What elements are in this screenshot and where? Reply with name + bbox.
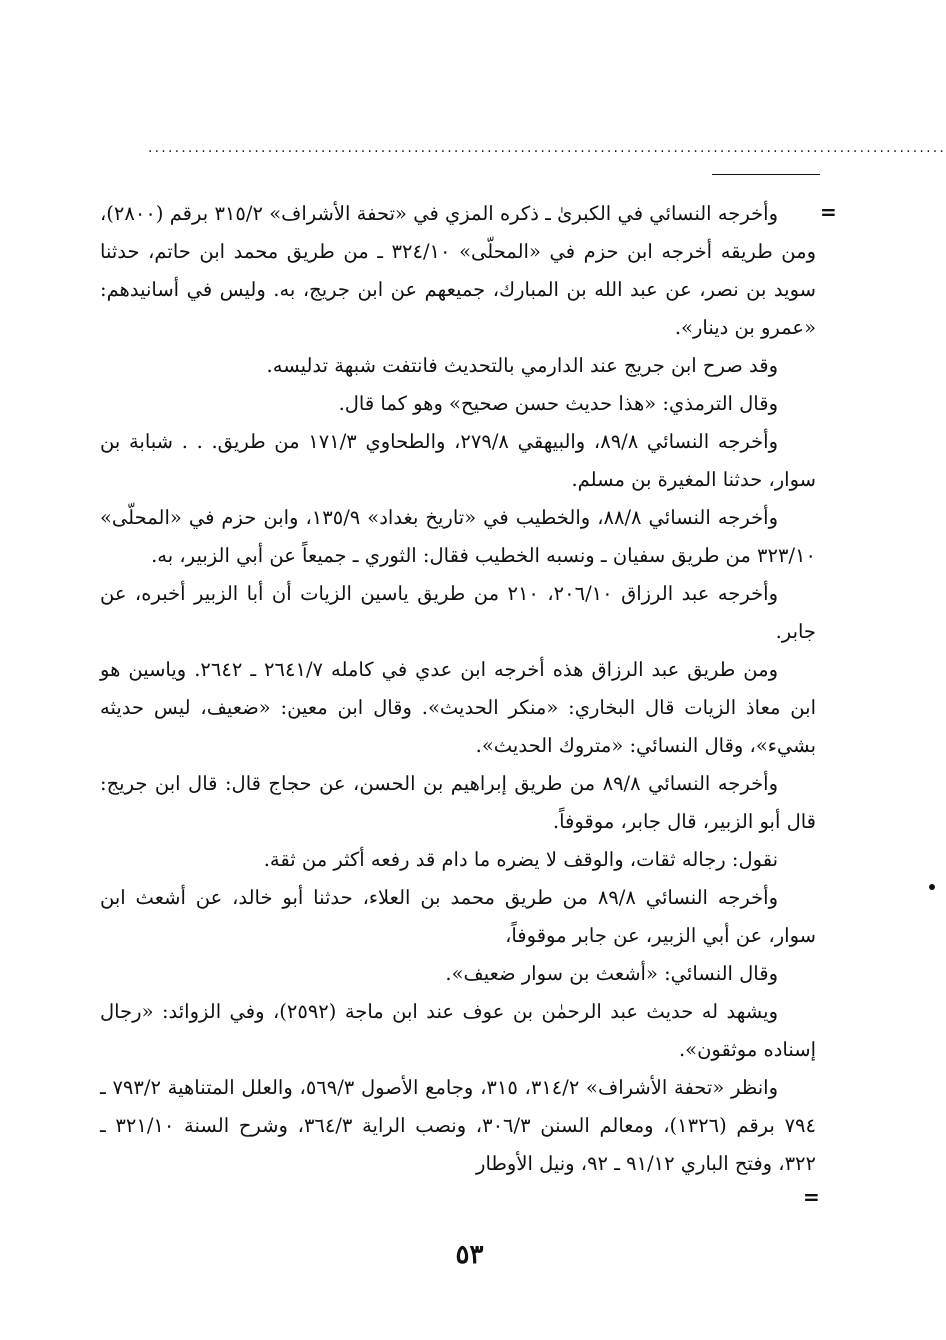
paragraph-3: وقال الترمذي: «هذا حديث حسن صحيح» وهو كما قال. <box>338 392 778 415</box>
footnote-rule <box>712 174 820 175</box>
footnote-text <box>100 195 816 1183</box>
paragraph-9: نقول: رجاله ثقات، والوقف لا يضره ما دام قد رفعه أكثر من ثقة. <box>263 848 778 871</box>
page-number: ٥٣ <box>455 1240 484 1270</box>
continuation-mark-bottom: = <box>803 1185 820 1209</box>
paragraph-10: وأخرجه النسائي ٨٩/٨ من طريق محمد بن العلاء، حدثنا أبو خالد، عن أشعث ابن سوار، عن أبي الزبير، عن جابر موقوفاً، <box>100 886 816 947</box>
paragraph-4: وأخرجه النسائي ٨٩/٨، والبيهقي ٢٧٩/٨، والطحاوي ١٧١/٣ من طريق. . . شبابة بن سوار، حدثنا المغيرة بن مسلم. <box>100 430 816 491</box>
paragraph-7: ومن طريق عبد الرزاق هذه أخرجه ابن عدي في كامله ٢٦٤١/٧ ـ ٢٦٤٢. وياسين هو ابن معاذ الزيات قال البخاري: «منكر الحديث». وقال ابن معين: «ضعيف، ليس حديثه بشيء»، وقال النسائي: «متروك الحديث». <box>100 658 816 757</box>
paragraph-2: وقد صرح ابن جريج عند الدارمي بالتحديث فانتفت شبهة تدليسه. <box>266 354 778 377</box>
paragraph-12: ويشهد له حديث عبد الرحمٰن بن عوف عند ابن ماجة (٢٥٩٢)، وفي الزوائد: «رجال إسناده موثقون». <box>100 1000 816 1061</box>
paragraph-5: وأخرجه النسائي ٨٨/٨، والخطيب في «تاريخ بغداد» ١٣٥/٩، وابن حزم في «المحلّى» ٣٢٣/١٠ من طريق سفيان ـ ونسبه الخطيب فقال: الثوري ـ جميعاً عن أبي الزبير، به. <box>100 506 816 567</box>
paragraph-8: وأخرجه النسائي ٨٩/٨ من طريق إبراهيم بن الحسن، عن حجاج قال: قال ابن جريج: قال أبو الزبير، قال جابر، موقوفاً. <box>100 772 816 833</box>
paragraph-6: وأخرجه عبد الرزاق ٢٠٦/١٠، ٢١٠ من طريق ياسين الزيات أن أبا الزبير أخبره، عن جابر. <box>100 582 816 643</box>
paragraph-13: وانظر «تحفة الأشراف» ٣١٤/٢، ٣١٥، وجامع الأصول ٥٦٩/٣، والعلل المتناهية ٧٩٣/٢ ـ ٧٩٤ برقم (١٣٢٦)، ومعالم السنن ٣٠٦/٣، ونصب الراية ٣٦٤/٣، وشرح السنة ٣٢١/١٠ ـ ٣٢٢، وفتح الباري ٩١/١٢ ـ ٩٢، ونيل الأوطار <box>100 1076 816 1175</box>
continuation-mark-top: = <box>820 200 837 224</box>
paragraph-1: وأخرجه النسائي في الكبرىٰ ـ ذكره المزي في «تحفة الأشراف» ٣١٥/٢ برقم (٢٨٠٠)، ومن طريقه أخرجه ابن حزم في «المحلّى» ٣٢٤/١٠ ـ من طريق محمد ابن حاتم، حدثنا سويد بن نصر، عن عبد الله بن المبارك، جميعهم عن ابن جريج، به. وليس في أسانيدهم: «عمرو بن دينار». <box>100 202 817 339</box>
paragraph-11: وقال النسائي: «أشعث بن سوار ضعيف». <box>445 962 778 985</box>
margin-dot <box>929 884 935 890</box>
dotted-separator: ........................................................................................................................ <box>148 140 946 156</box>
